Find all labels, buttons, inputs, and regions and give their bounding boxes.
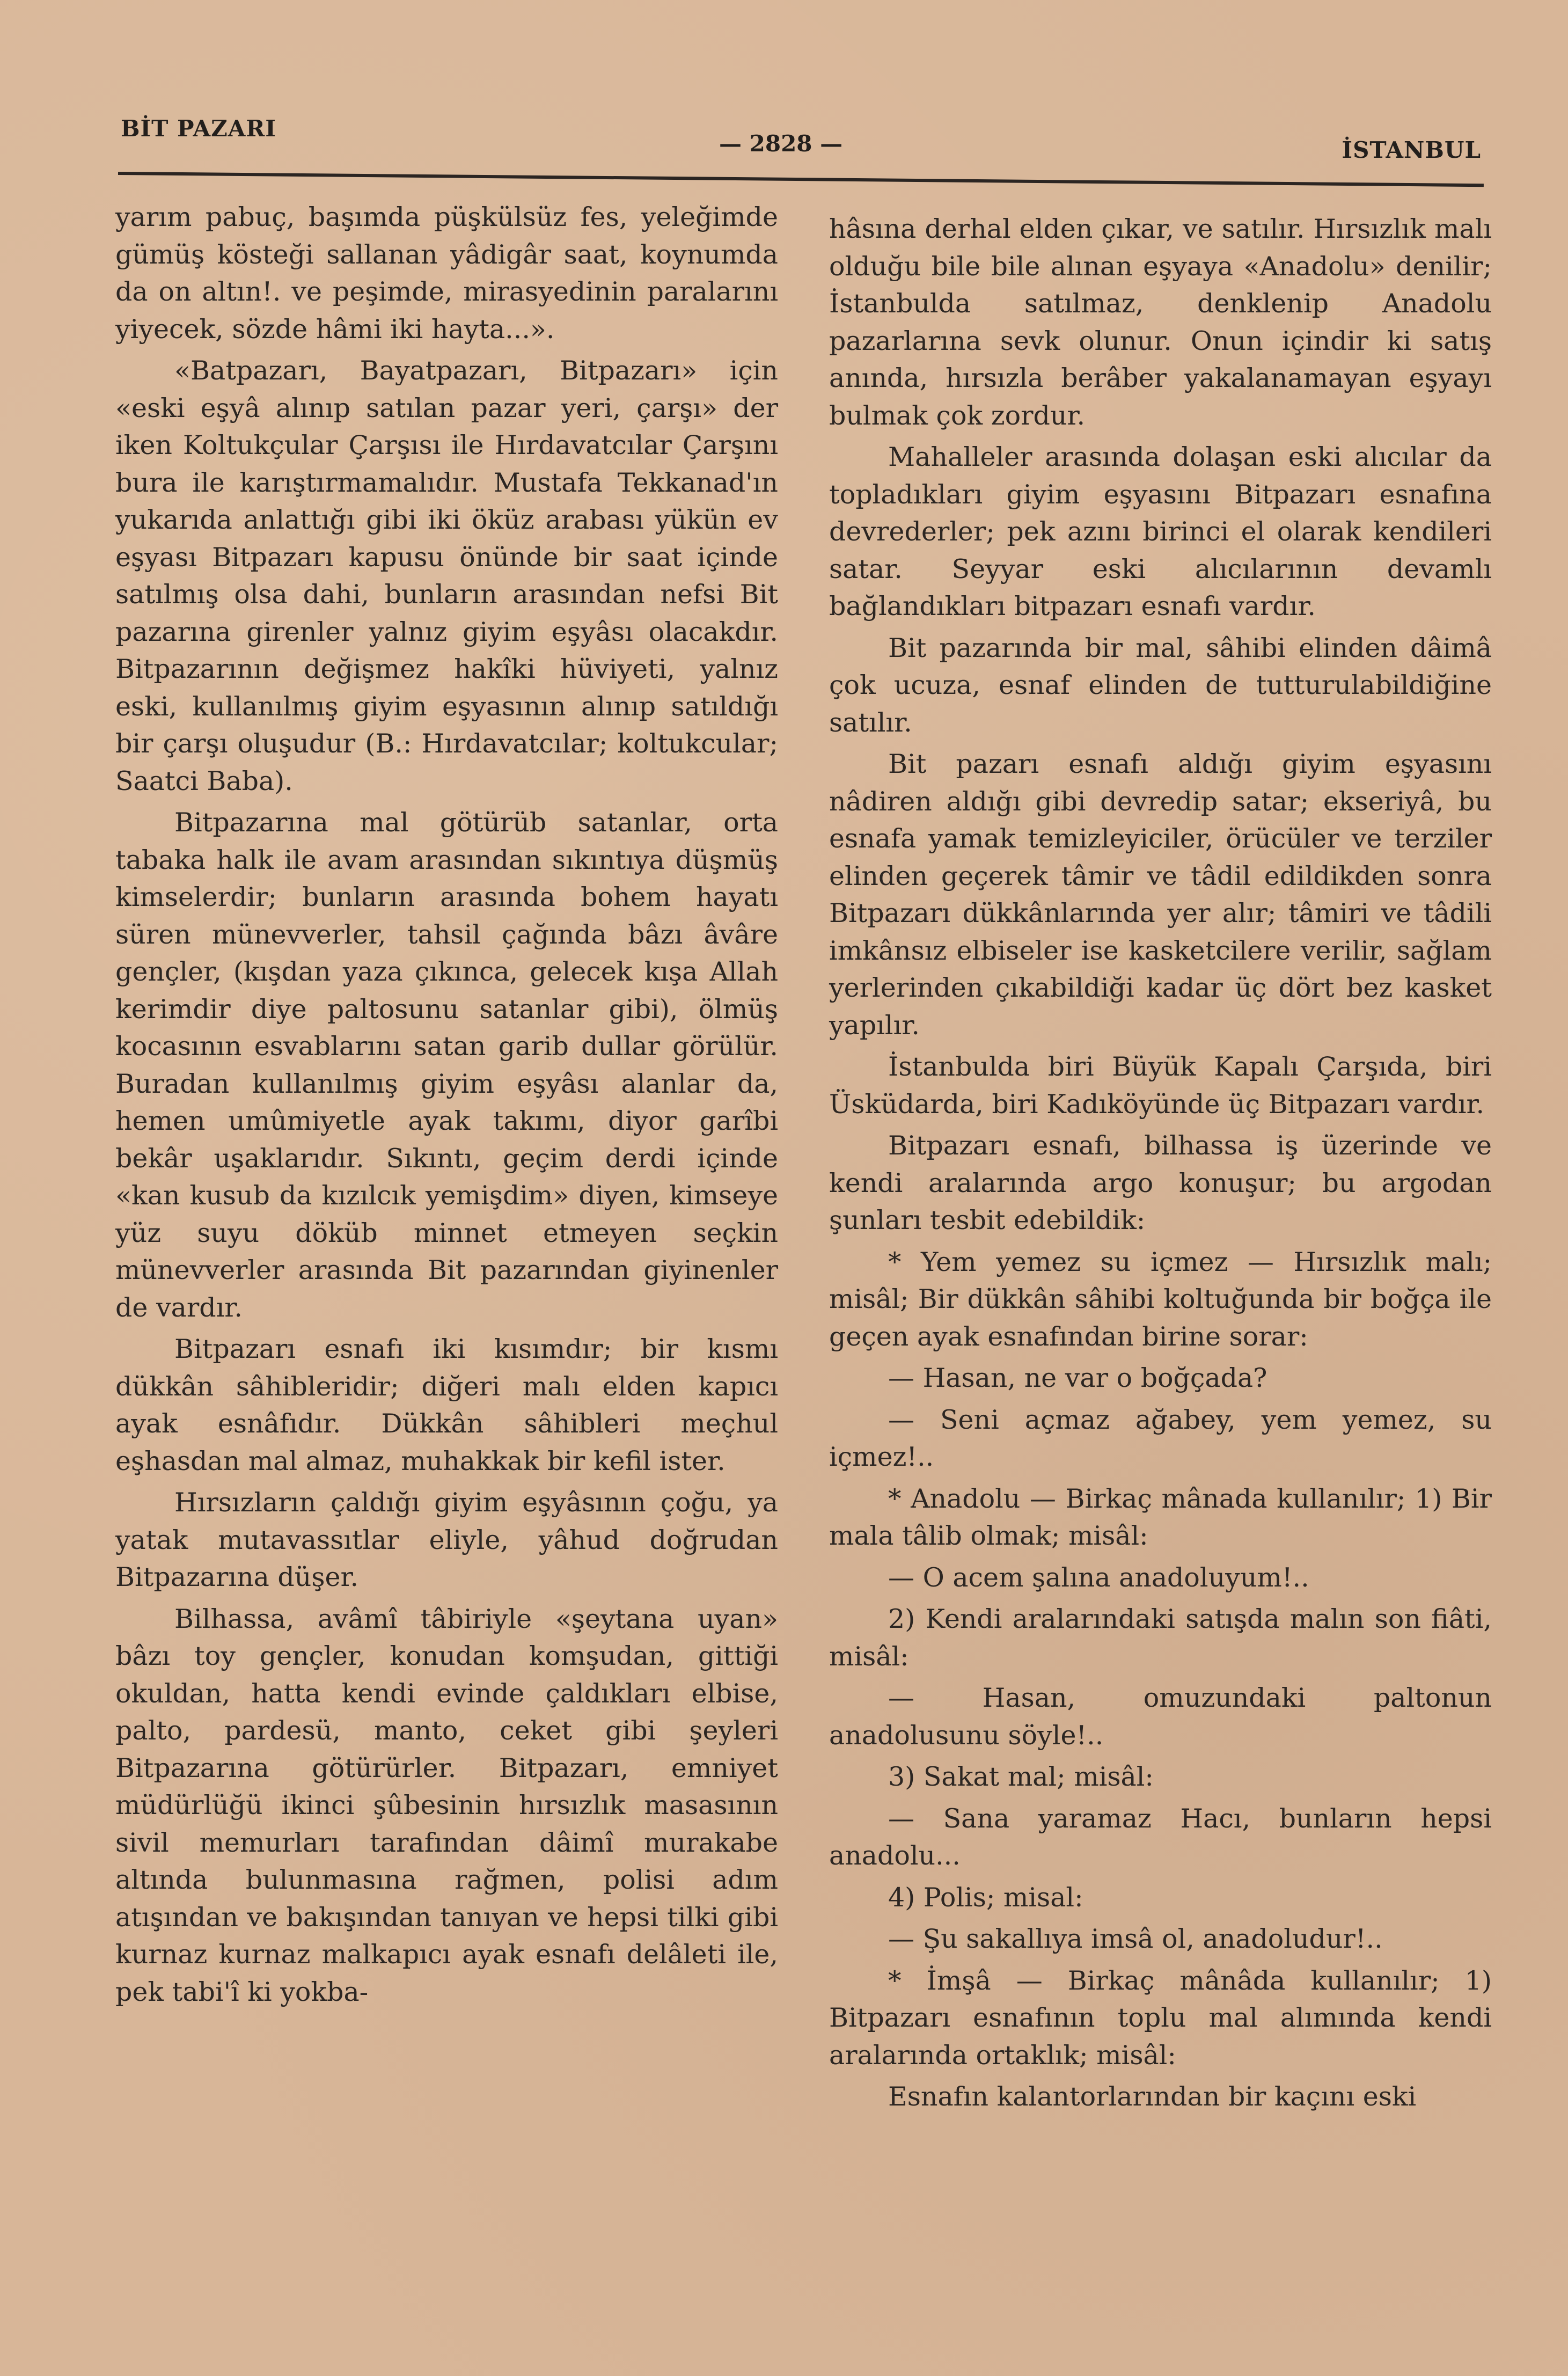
- glossary-entry: * Anadolu — Birkaç mânada kullanılır; 1) Bir mala tâlib olmak; misâl:: [829, 1483, 1492, 1551]
- paragraph: Bitpazarına mal götürüb satanlar, orta tabaka halk ile avam arasından sıkıntıya düşmüş kimselerdir; bunların arasında bohem hayatı süren münevverler, tahsil çağında bâzı âvâre gençler, (kışdan yaza çıkınca, gelecek kışa Allah kerimdir diye paltosunu satanlar gibi), ölmüş kocasının esvablarını satan garib dullar görülür. Buradan kullanılmış giyim eşyâsı alanlar da, hemen umûmiyetle ayak takımı, diyor garîbi bekâr uşaklarıdır. Sıkıntı, geçim derdi içinde «kan kusub da kızılcık yemişdim» diyen, kimseye yüz suyu döküb minnet etmeyen seçkin münevverler arasında Bit pazarından giyinenler de vardır.: [115, 807, 778, 1323]
- glossary-subentry: 4) Polis; misal:: [888, 1882, 1083, 1913]
- paragraph: Bit pazarında bir mal, sâhibi elinden dâimâ çok ucuza, esnaf elinden de tutturulabildiğine satılır.: [829, 632, 1492, 738]
- glossary-subentry: 3) Sakat mal; misâl:: [888, 1761, 1154, 1792]
- header-volume-title: İSTANBUL: [1342, 137, 1481, 163]
- glossary-subentry: 2) Kendi aralarındaki satışda malın son fiâti, misâl:: [829, 1604, 1492, 1672]
- paragraph: Bitpazarı esnafı, bilhassa iş üzerinde ve kendi aralarında argo konuşur; bu argodan şunları tesbit edebildik:: [829, 1130, 1492, 1235]
- paragraph: yarım pabuç, başımda püşkülsüz fes, yeleğimde gümüş kösteği sallanan yâdigâr saat, koynumda da on altın!. ve peşimde, mirasyedinin paralarını yiyecek, sözde hâmi iki hayta...».: [115, 202, 778, 345]
- dialogue-line: — Hasan, ne var o boğçada?: [888, 1363, 1267, 1393]
- paragraph: hâsına derhal elden çıkar, ve satılır. Hırsızlık malı olduğu bile bile alınan eşyaya «Anadolu» denilir; İstanbulda satılmaz, denklenip Anadolu pazarlarına sevk olunur. Onun içindir ki satış anında, hırsızla berâber yakalanamayan eşyayı bulmak çok zordur.: [829, 214, 1492, 431]
- glossary-entry: * İmşâ — Birkaç mânâda kullanılır; 1) Bitpazarı esnafının toplu mal alımında kendi aralarında ortaklık; misâl:: [829, 1965, 1492, 2071]
- glossary-entry: * Yem yemez su içmez — Hırsızlık malı; misâl; Bir dükkân sâhibi koltuğunda bir boğça ile geçen ayak esnafından birine sorar:: [829, 1246, 1492, 1352]
- dialogue-line: — Hasan, omuzundaki paltonun anadolusunu söyle!..: [829, 1683, 1492, 1751]
- dialogue-line: — Şu sakallıya imsâ ol, anadoludur!..: [888, 1924, 1383, 1954]
- paragraph: «Batpazarı, Bayatpazarı, Bitpazarı» için «eski eşyâ alınıp satılan pazar yeri, çarşı» der iken Koltukçular Çarşısı ile Hırdavatcılar Çarşını bura ile karıştırmamalıdır. Mustafa Tekkanad'ın yukarıda anlattığı gibi iki öküz arabası yükün ev eşyası Bitpazarı kapusu önünde bir saat içinde satılmış olsa dahi, bunların arasından nefsi Bit pazarına girenler yalnız giyim eşyâsı olacakdır. Bitpazarının değişmez hakîki hüviyeti, yalnız eski, kullanılmış giyim eşyasının alınıp satıldığı bir çarşı oluşudur (B.: Hırdavatcılar; koltukcular; Saatci Baba).: [115, 355, 778, 796]
- paragraph: Mahalleler arasında dolaşan eski alıcılar da topladıkları giyim eşyasını Bitpazarı esnafına devrederler; pek azını birinci el olarak kendileri satar. Seyyar eski alıcılarının devamlı bağlandıkları bitpazarı esnafı vardır.: [829, 442, 1492, 622]
- dialogue-line: — O acem şalına anadoluyum!..: [888, 1562, 1309, 1593]
- right-column: [829, 210, 1492, 2116]
- paragraph: Hırsızların çaldığı giyim eşyâsının çoğu, ya yatak mutavassıtlar eliyle, yâhud doğrudan Bitpazarına düşer.: [115, 1487, 778, 1592]
- paragraph: Bilhassa, avâmî tâbiriyle «şeytana uyan» bâzı toy gençler, konudan komşudan, gittiği okuldan, hatta kendi evinde çaldıkları elbise, palto, pardesü, manto, ceket gibi şeyleri Bitpazarına götürürler. Bitpazarı, emniyet müdürlüğü ikinci şûbesinin hırsızlık masasının sivil memurları tarafından dâimî murakabe altında bulunmasına rağmen, polisi adım atışından ve bakışından tanıyan ve hepsi tilki gibi kurnaz kurnaz malkapıcı ayak esnafı delâleti ile, pek tabi'î ki yokba-: [115, 1603, 778, 2007]
- paragraph: Esnafın kalantorlarından bir kaçını eski: [888, 2081, 1417, 2112]
- dialogue-line: — Sana yaramaz Hacı, bunların hepsi anadolu...: [829, 1803, 1492, 1871]
- running-header: [121, 115, 1481, 164]
- paragraph: Bit pazarı esnafı aldığı giyim eşyasını nâdiren aldığı gibi devredip satar; ekseriyâ, bu esnafa yamak temizleyiciler, örücüler ve terziler elinden geçerek tâmir ve tâdil edildikden sonra Bitpazarı dükkânlarında yer alır; tâmiri ve tâdili imkânsız elbiseler ise kasketcilere verilir, sağlam yerlerinden çıkabildiği kadar üç dört bez kasket yapılır.: [829, 749, 1492, 1041]
- page-number: — 2828 —: [719, 130, 843, 157]
- paragraph: Bitpazarı esnafı iki kısımdır; bir kısmı dükkân sâhibleridir; diğeri malı elden kapıcı ayak esnâfıdır. Dükkân sâhibleri meçhul eşhasdan mal almaz, muhakkak bir kefil ister.: [115, 1334, 778, 1476]
- left-column: [115, 199, 778, 2011]
- header-divider: [118, 172, 1484, 187]
- paragraph: İstanbulda biri Büyük Kapalı Çarşıda, biri Üsküdarda, biri Kadıköyünde üç Bitpazarı vardır.: [829, 1051, 1492, 1120]
- header-section-title: BİT PAZARI: [121, 115, 276, 142]
- dialogue-line: — Seni açmaz ağabey, yem yemez, su içmez!..: [829, 1404, 1492, 1472]
